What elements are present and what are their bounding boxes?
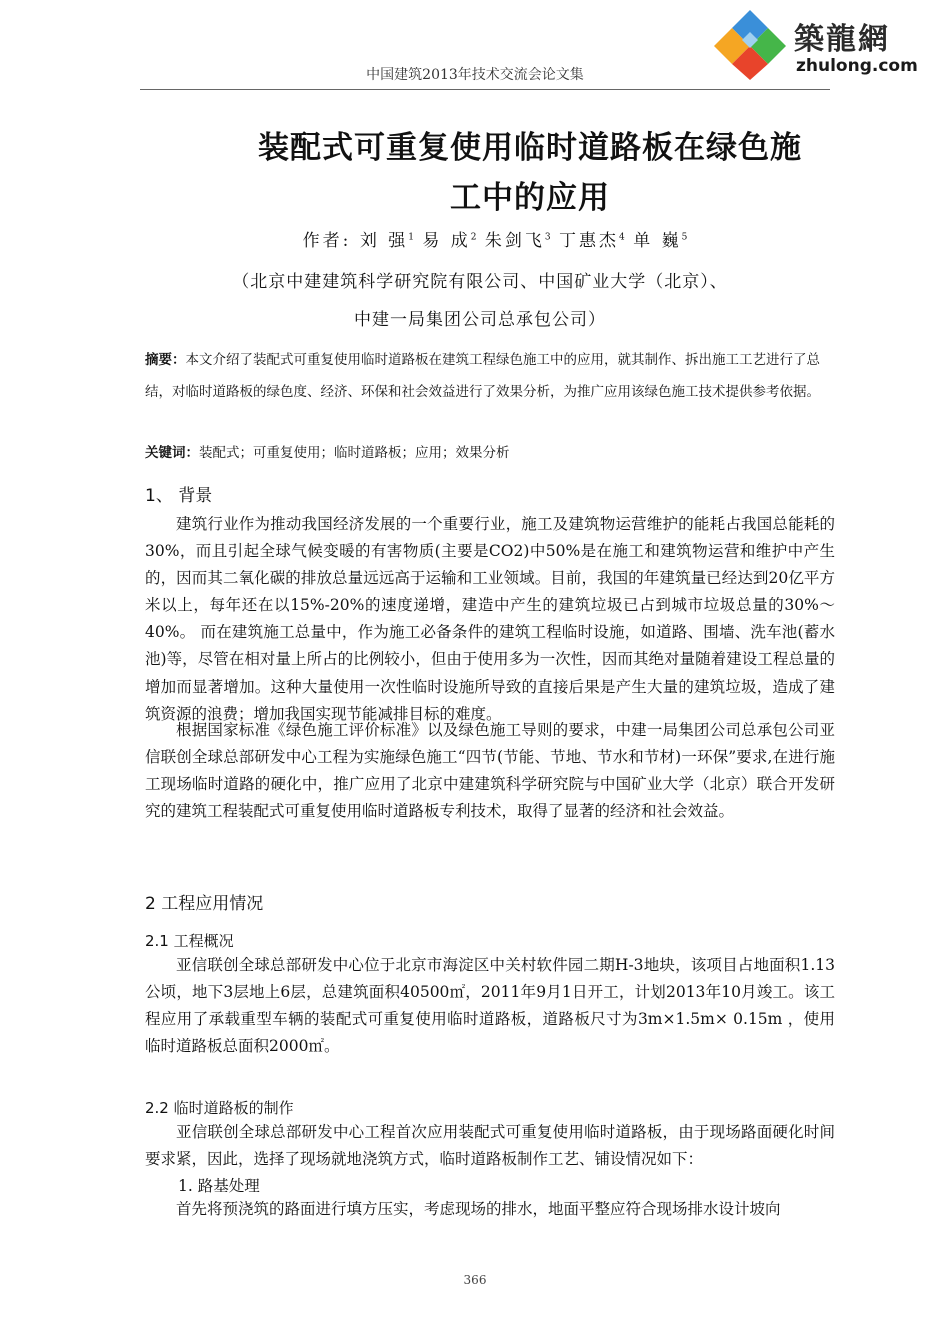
author-affil-sup: 2: [470, 232, 477, 243]
author-prefix: 作者:: [302, 231, 352, 251]
body-paragraph: 根据国家标准《绿色施工评价标准》以及绿色施工导则的要求，中建一局集团公司总承包公司亚信联创全球总部研发中心工程为实施绿色施工“四节(节能、节地、节水和节材)一环保”要求,在进行施工现场临时道路的硬化中，推广应用了北京中建建筑科学研究院与中国矿业大学（北京）联合开发研究的建筑工程装配式可重复使用临时道路板专利技术，取得了显著的经济和社会效益。: [145, 721, 835, 821]
logo-chinese-name: 築龍網: [794, 22, 890, 57]
subsection-heading: 2.2 临时道路板的制作: [145, 1099, 294, 1117]
running-header: 中国建筑2013年技术交流会论文集: [366, 67, 584, 83]
author-affil-sup: 5: [681, 232, 688, 243]
body-paragraph: 亚信联创全球总部研发中心工程首次应用装配式可重复使用临时道路板，由于现场路面硬化时间要求紧，因此，选择了现场就地浇筑方式，临时道路板制作工艺、铺设情况如下：: [145, 1123, 835, 1169]
keywords-label: 关键词：: [145, 445, 199, 461]
paper-title-line2: 工中的应用: [450, 180, 610, 216]
author-name: 丁惠杰: [559, 231, 620, 251]
list-item: 1. 路基处理: [178, 1177, 260, 1195]
page-number: 366: [463, 1273, 487, 1287]
author-line: [0, 226, 950, 251]
body-paragraph: 建筑行业作为推动我国经济发展的一个重要行业，施工及建筑物运营维护的能耗占我国总能耗的30%，而且引起全球气候变暖的有害物质(主要是CO2)中50%是在施工和建筑物运营和维护中产生的，因而其二氧化碳的排放总量远远高于运输和工业领域。目前，我国的年建筑量已经达到20亿平方米以上，每年还在以15%-20%的速度递增，建造中产生的建筑垃圾已占到城市垃圾总量的30%～40%。 而在建筑施工总量中，作为施工必备条件的建筑工程临时设施，如道路、围墙、洗车池(蓄水池)等，尽管在相对量上所占的比例较小，但由于使用多为一次性，因而其绝对量随着建设工程总量的增加而显著增加。这种大量使用一次性临时设施所导致的直接后果是产生大量的建筑垃圾，造成了建筑资源的浪费；增加我国实现节能减排目标的难度。: [145, 515, 835, 723]
section-heading: 2 工程应用情况: [145, 894, 264, 914]
author-name: 易 成: [422, 231, 471, 251]
header-divider: [140, 89, 830, 90]
subsection-heading: 2.1 工程概况: [145, 932, 234, 950]
section-heading: 1、 背景: [145, 486, 213, 506]
abstract: [145, 344, 835, 408]
keywords-text: 装配式；可重复使用；临时道路板；应用；效果分析: [199, 445, 510, 461]
author-name: 刘 强: [359, 231, 409, 251]
author-name: 朱剑飞: [484, 231, 545, 251]
abstract-text: 本文介绍了装配式可重复使用临时道路板在建筑工程绿色施工中的应用，就其制作、拆出施工工艺进行了总结，对临时道路板的绿色度、经济、环保和社会效益进行了效果分析，为推广应用该绿色施工技术提供参考依据。: [145, 352, 820, 400]
body-paragraph: 亚信联创全球总部研发中心位于北京市海淀区中关村软件园二期H-3地块，该项目占地面积1.13公顷，地下3层地上6层，总建筑面积40500㎡，2011年9月1日开工，计划2013年10月竣工。该工程应用了承载重型车辆的装配式可重复使用临时道路板，道路板尺寸为3m×1.5m× 0.15m ，使用临时道路板总面积2000㎡。: [145, 956, 835, 1056]
body-paragraph: 首先将预浇筑的路面进行填方压实，考虑现场的排水，地面平整应符合现场排水设计坡向: [176, 1200, 781, 1218]
author-affil-sup: 3: [544, 232, 551, 243]
author-affil-sup: 4: [619, 232, 625, 243]
paper-title-line1: 装配式可重复使用临时道路板在绿色施: [258, 130, 802, 166]
keywords: [145, 441, 510, 461]
author-name: 单 巍: [633, 231, 682, 251]
logo-domain: zhulong.com: [796, 56, 918, 76]
author-affil-sup: 1: [408, 232, 414, 243]
affiliation-line1: （北京中建建筑科学研究院有限公司、中国矿业大学（北京）、: [232, 272, 728, 292]
abstract-label: 摘要：: [145, 352, 186, 368]
affiliation-line2: 中建一局集团公司总承包公司）: [354, 310, 606, 330]
